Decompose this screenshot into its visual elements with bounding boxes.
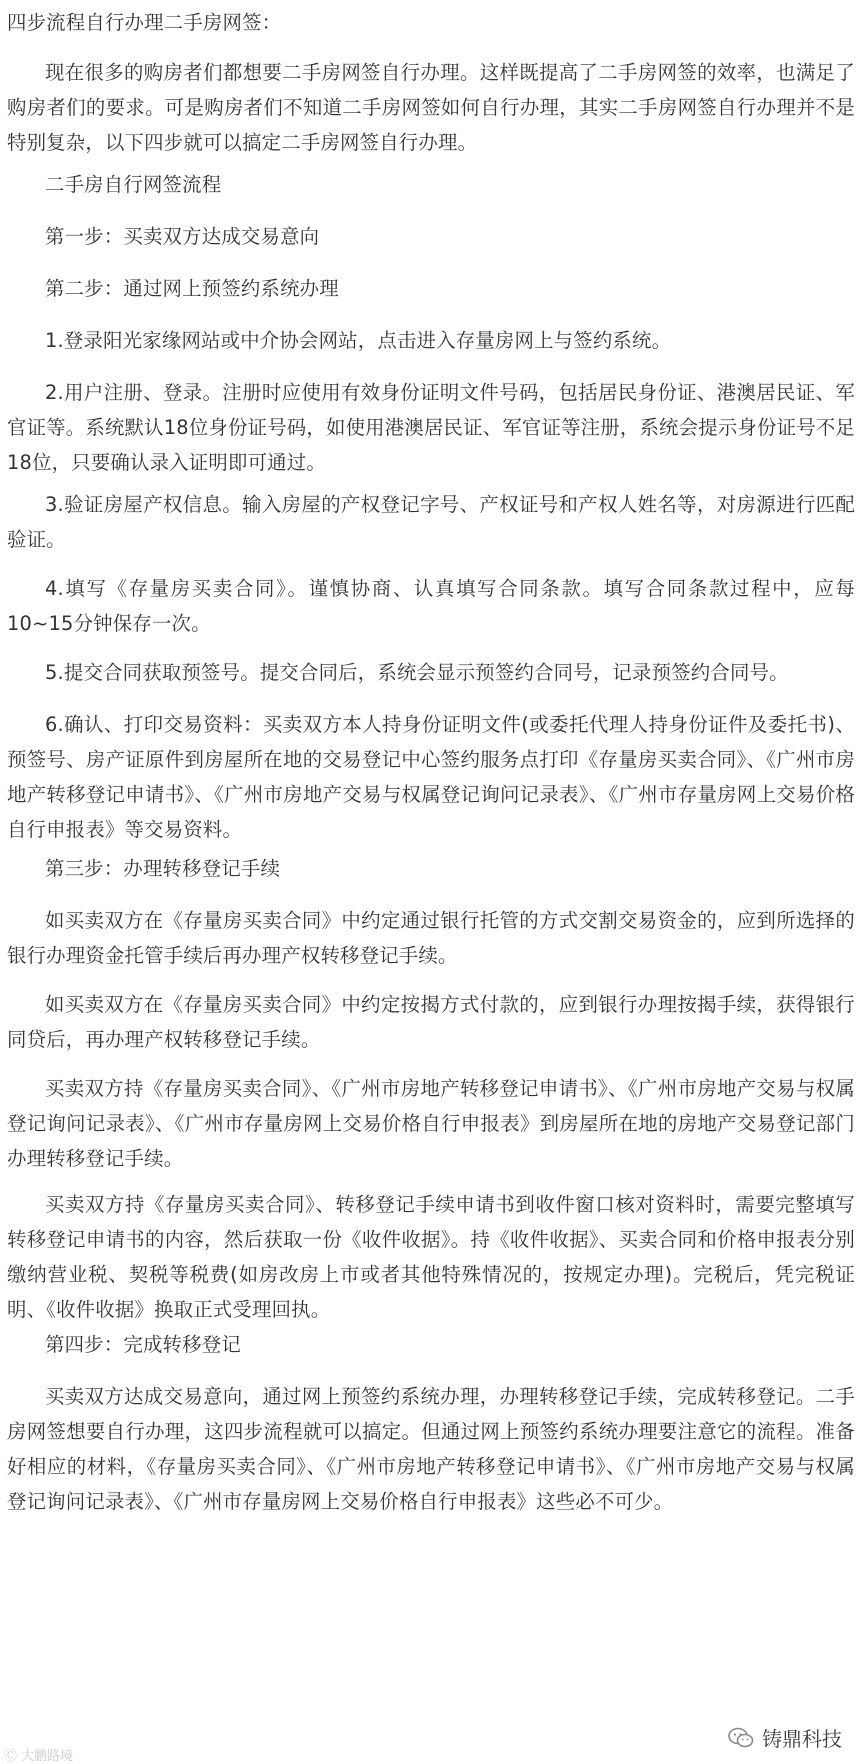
step-two-item-2: 2.用户注册、登录。注册时应使用有效身份证明文件号码，包括居民身份证、港澳居民证、军官证等。系统默认18位身份证号码，如使用港澳居民证、军官证等注册，系统会提示身份证号不足18位，只要确认录入证明即可通过。 [7,381,855,474]
step-four-heading: 第四步：完成转移登记 [45,1333,241,1356]
step-two-item-3: 3.验证房屋产权信息。输入房屋的产权登记字号、产权证号和产权人姓名等，对房源进行匹配验证。 [7,493,855,551]
step-two-item-1: 1.登录阳光家缘网站或中介协会网站，点击进入存量房网上与签约系统。 [45,329,672,352]
conclusion-paragraph: 买卖双方达成交易意向，通过网上预签约系统办理，办理转移登记手续，完成转移登记。二手房网签想要自行办理，这四步流程就可以搞定。但通过网上预签约系统办理要注意它的流程。准备好相应的材料，《存量房买卖合同》、《广州市房地产转移登记申请书》、《广州市房地产交易与权属登记询问记录表》、《广州市存量房网上交易价格自行申报表》这些必不可少。 [7,1385,855,1513]
step-three-paragraph-1: 如买卖双方在《存量房买卖合同》中约定通过银行托管的方式交割交易资金的，应到所选择的银行办理资金托管手续后再办理产权转移登记手续。 [7,909,855,967]
watermark-brand: 铸鼎科技 [762,1727,842,1751]
step-two-item-6: 6.确认、打印交易资料：买卖双方本人持身份证明文件(或委托代理人持身份证件及委托书)、预签号、房产证原件到房屋所在地的交易登记中心签约服务点打印《存量房买卖合同》、《广州市房地产转移登记申请书》、《广州市房地产交易与权属登记询问记录表》、《广州市存量房网上交易价格自行申报表》等交易资料。 [7,713,855,841]
step-two-heading: 第二步：通过网上预签约系统办理 [45,277,339,300]
intro-paragraph: 现在很多的购房者们都想要二手房网签自行办理。这样既提高了二手房网签的效率，也满足了购房者们的要求。可是购房者们不知道二手房网签如何自行办理，其实二手房网签自行办理并不是特别复杂，以下四步就可以搞定二手房网签自行办理。 [7,61,855,154]
step-three-paragraph-4: 买卖双方持《存量房买卖合同》、转移登记手续申请书到收件窗口核对资料时，需要完整填写转移登记申请书的内容，然后获取一份《收件收据》。持《收件收据》、买卖合同和价格申报表分别缴纳营业税、契税等税费(如房改房上市或者其他特殊情况的，按规定办理)。完税后，凭完税证明、《收件收据》换取正式受理回执。 [7,1193,855,1321]
watermark-left: Ⓒ 大鹏路境 [4,1749,74,1764]
wechat-icon [728,1727,754,1749]
section-heading-flow: 二手房自行网签流程 [45,173,222,196]
step-three-paragraph-2: 如买卖双方在《存量房买卖合同》中约定按揭方式付款的，应到银行办理按揭手续，获得银行同贷后，再办理产权转移登记手续。 [7,993,855,1051]
step-one-heading: 第一步：买卖双方达成交易意向 [45,225,320,248]
step-three-heading: 第三步：办理转移登记手续 [45,857,281,880]
step-three-paragraph-3: 买卖双方持《存量房买卖合同》、《广州市房地产转移登记申请书》、《广州市房地产交易与权属登记询问记录表》、《广州市存量房网上交易价格自行申报表》到房屋所在地的房地产交易登记部门办理转移登记手续。 [7,1077,855,1170]
step-two-item-4: 4.填写《存量房买卖合同》。谨慎协商、认真填写合同条款。填写合同条款过程中，应每10~15分钟保存一次。 [7,577,855,635]
article-title: 四步流程自行办理二手房网签： [7,11,282,34]
watermark-right [728,1723,842,1752]
step-two-item-5: 5.提交合同获取预签号。提交合同后，系统会显示预签约合同号，记录预签约合同号。 [45,661,789,684]
